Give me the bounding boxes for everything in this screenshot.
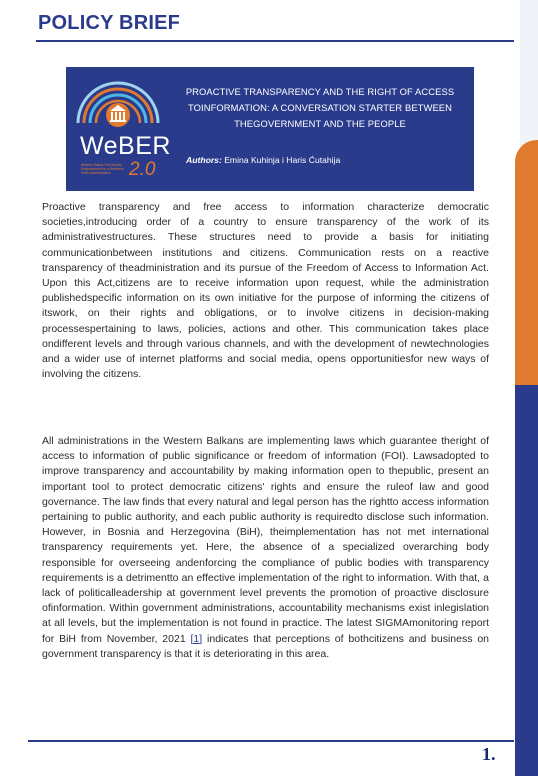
footer-divider [28, 740, 514, 742]
side-accent-orange [515, 140, 538, 385]
brief-title [174, 84, 466, 132]
authors-label: Authors: [186, 155, 222, 165]
footnote-reference-link[interactable]: [1] [190, 632, 203, 645]
logo-wordmark: WeBER [80, 132, 171, 160]
logo-version: 2.0 [129, 159, 156, 180]
page-number: 1. [482, 744, 496, 764]
authors-names: Emina Kuhinja i Haris Ćutahija [224, 155, 341, 165]
header-divider [36, 40, 514, 42]
body-paragraph-1: Proactive transparency and free access to information characterize democratic societies,introducing order of a country to ensure transparency of the work of its administrativestructures. These structures need to provide a basis for initiating communicationbetween institutions and citizens. Communication rests on a reactive transparency of theadministration and its pursue of the Freedom of Access to Information Act. Upon this Act,citizens are to receive information upon request, while the administration publishedspecific information on its own initiative for the purpose of informing the citizens of itswork, on their rights and obligations, or to involve citizens in decision-making processespertaining to laws, policies, actions and other. This communication takes place ondifferent levels and through various channels, and with the development of newtechnologies and a wider use of internet platforms and social media, opens opportunitiesfor new ways of involving the citizens. [42, 201, 489, 381]
brief-title-line: TOINFORMATION: A CONVERSATION STARTER BETWEEN [187, 102, 453, 113]
weber-logo-icon [72, 71, 172, 187]
document-header-title: POLICY BRIEF [38, 12, 181, 34]
brief-title-line: PROACTIVE TRANSPARENCY AND THE RIGHT OF ACCESS [185, 86, 455, 97]
authors-line [186, 155, 340, 165]
title-banner [66, 67, 474, 191]
side-accent-navy [515, 385, 538, 776]
paragraph-text: indicates that perceptions of bothcitizens and business on government transparency is that it is deteriorating in this area. [42, 632, 490, 660]
logo-arches-icon [72, 71, 172, 141]
logo-tagline: Western Balkan Civil Society Empowerment for a Reformed Public Administration [81, 163, 124, 175]
brief-title-line: THEGOVERNMENT AND THE PEOPLE [234, 118, 406, 129]
body-paragraph-2 [42, 434, 489, 662]
paragraph-text: All administrations in the Western Balkans are implementing laws which guarantee theright of access to information of public significance or freedom of information (FOI). Lawsadopted to improve transparency and accountability by making information open to thepublic, present an important tool to protect democratic citizens' rights and ensure the ruleof law and good governance. The law finds that every natural and legal person has the rightto access information pertaining to public authority, and each public authority is requiredto disclose such information. However, in Bosnia and Herzegovina (BiH), theimplementation has not met international transparency requirements yet. Here, the absence of a specialized overarching body responsible for overseeing andenforcing the compliance of public bodies with transparency requirements is a detrimentto an effective implementation of the right to information. With that, a lack of politicalleadership at government level prevents the promotion of proactive disclosure ofinformation. Within government administrations, accountability mechanisms exist inlegislation at all levels, but the implementation is not found in practice. The latest SIGMAmonitoring report for BiH from November, 2021 [42, 435, 489, 645]
